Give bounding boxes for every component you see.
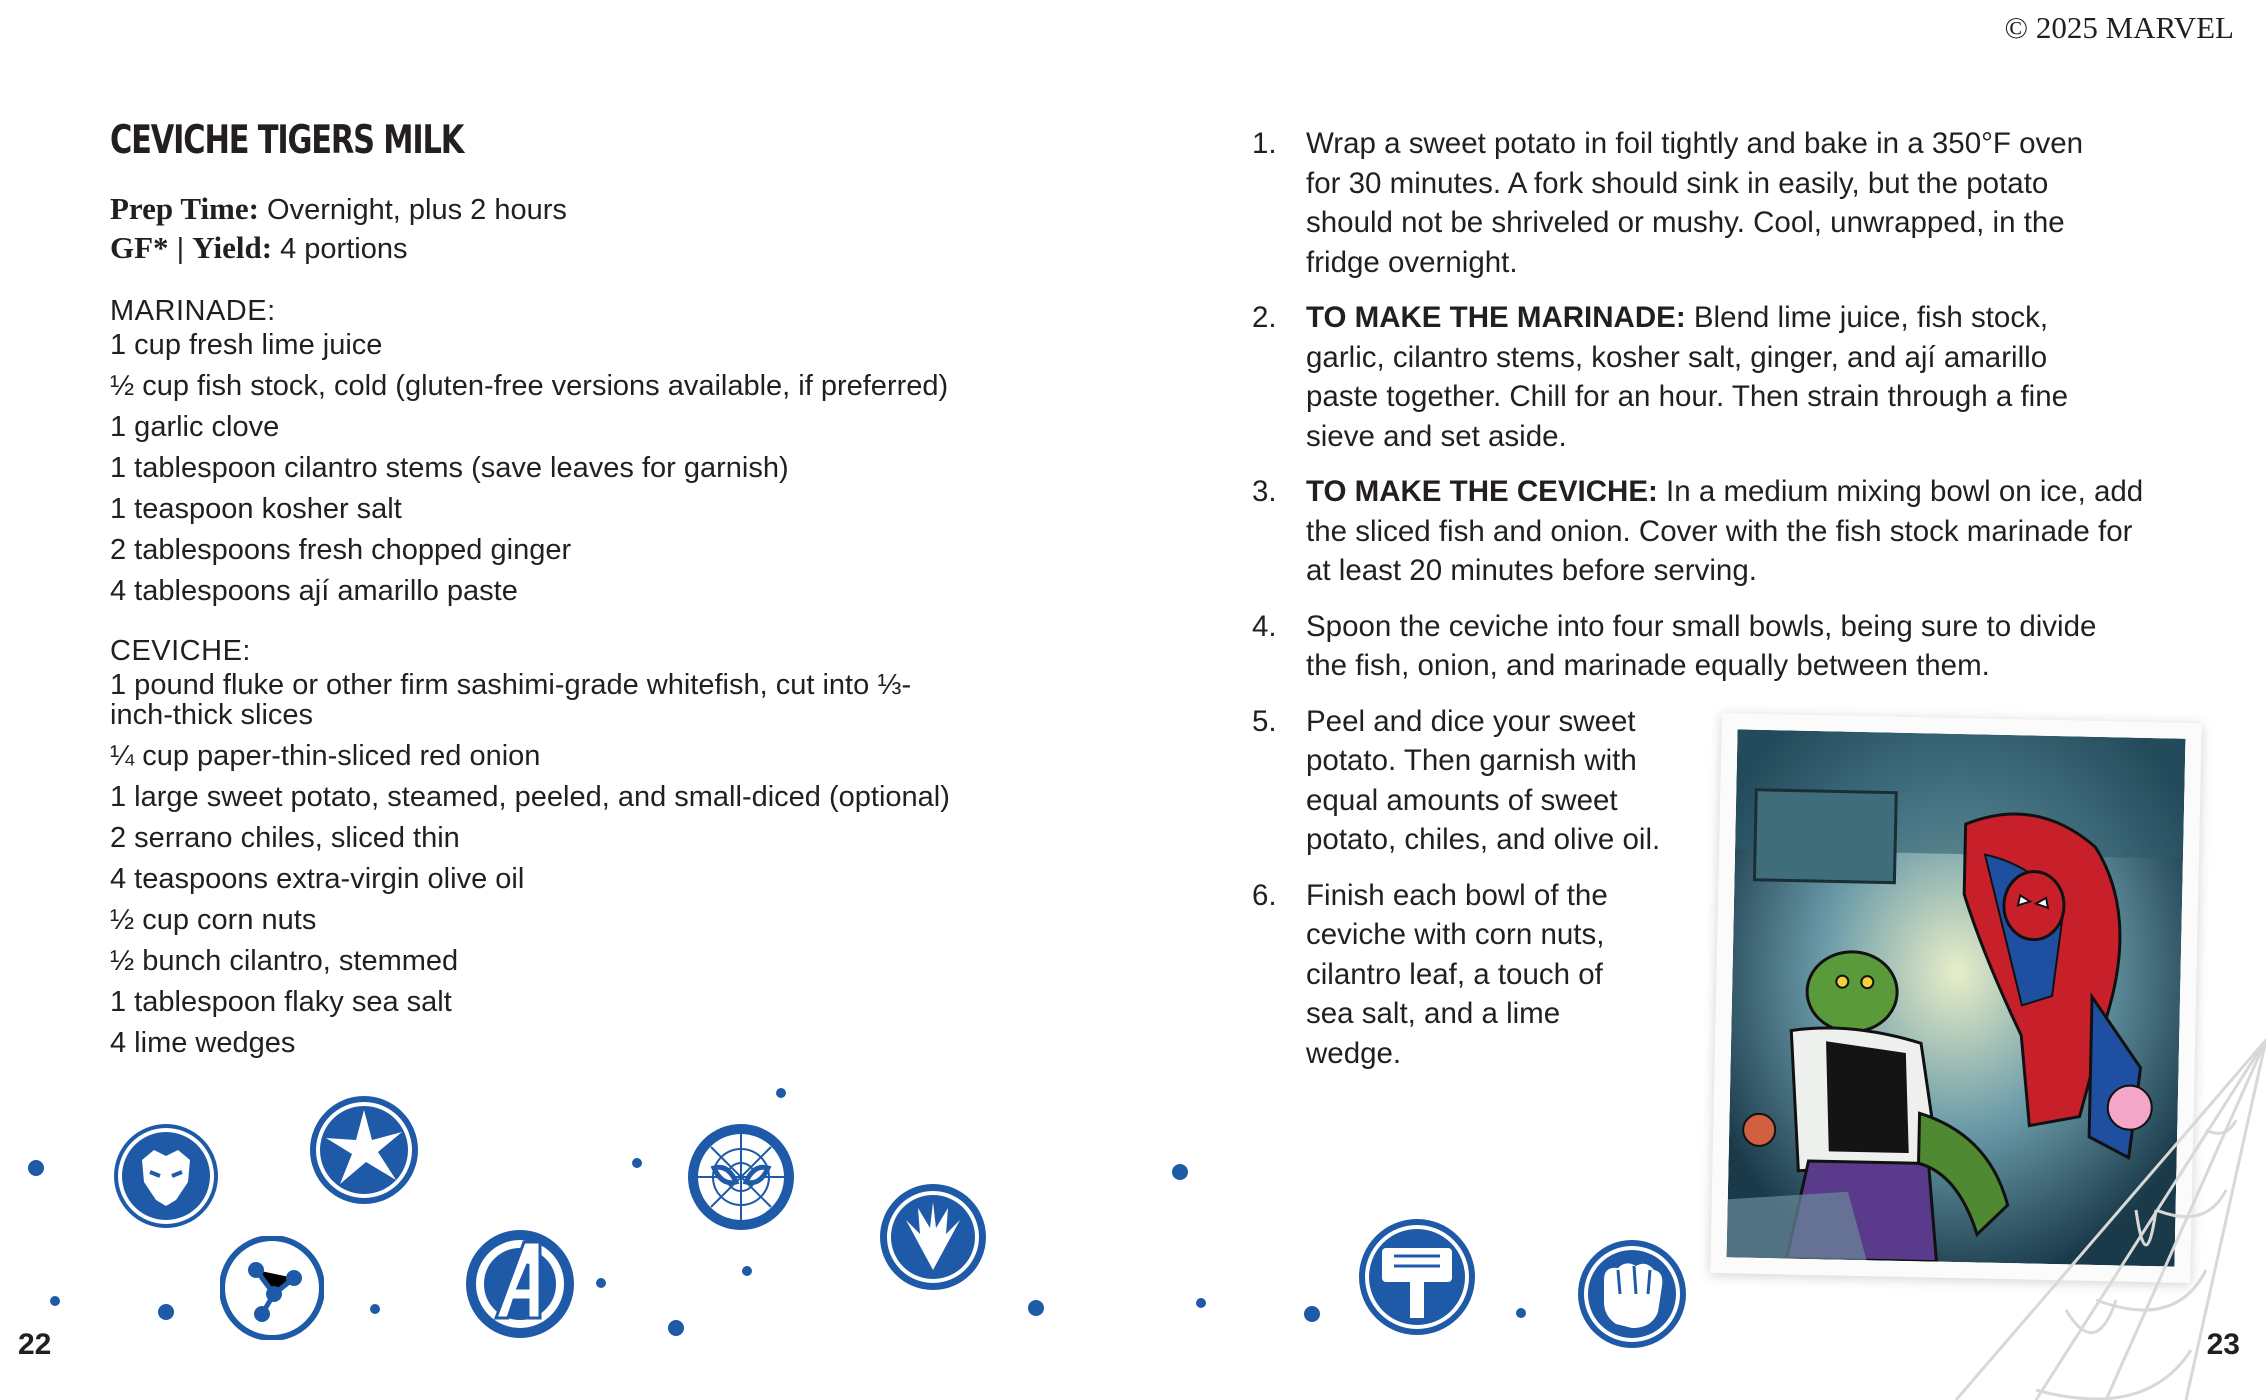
avengers-icon: [462, 1226, 578, 1342]
decorative-dot: [158, 1304, 174, 1320]
decorative-dot: [28, 1160, 44, 1176]
spider-man-icon: [684, 1120, 798, 1234]
ingredient-item: ½ bunch cilantro, stemmed: [110, 945, 459, 977]
yield-value: 4 portions: [280, 233, 408, 265]
step-item: [1252, 124, 2152, 282]
prep-time-value: Overnight, plus 2 hours: [267, 194, 567, 226]
step-text: Wrap a sweet potato in foil tightly and bake in a 350°F oven for 30 minutes. A fork should sink in easily, but the potato should not be shriveled or mushy. Cool, unwrapped, in the fridge overnight.: [1306, 127, 2084, 279]
molecule-icon: [220, 1236, 324, 1340]
recipe-meta: [110, 190, 1160, 268]
guardians-icon: [876, 1180, 990, 1294]
ingredient-item: 1 large sweet potato, steamed, peeled, and small-diced (optional): [110, 781, 950, 813]
decorative-dot: [1516, 1308, 1526, 1318]
step-text: Finish each bowl of the ceviche with corn nuts, cilantro leaf, a touch of sea salt, and a lime wedge.: [1306, 878, 1608, 1070]
step-lead: TO MAKE THE CEVICHE:: [1306, 475, 1658, 508]
black-panther-icon: [110, 1120, 222, 1232]
decorative-dot: [50, 1296, 60, 1306]
captain-marvel-icon: [306, 1092, 422, 1208]
decorative-dot: [776, 1088, 786, 1098]
copyright-notice: © 2025 MARVEL: [2004, 10, 2234, 45]
prep-time-line: [110, 190, 1160, 229]
decorative-dot: [370, 1304, 380, 1314]
decorative-dot: [668, 1320, 684, 1336]
yield-label: Yield:: [192, 230, 273, 265]
ceviche-heading: CEVICHE:: [110, 635, 251, 667]
step-lead: TO MAKE THE MARINADE:: [1306, 301, 1686, 334]
decorative-dot: [1304, 1306, 1320, 1322]
ingredient-item: 1 teaspoon kosher salt: [110, 493, 402, 525]
decorative-dot: [632, 1158, 642, 1168]
step-item: [1252, 607, 2152, 686]
thor-hammer-icon: [1354, 1214, 1480, 1340]
ingredient-item: ½ cup corn nuts: [110, 904, 317, 936]
separator: |: [176, 233, 185, 265]
page-number-left: 22: [18, 1328, 52, 1361]
step-item: [1252, 472, 2152, 591]
recipe-title: CEVICHE TIGERS MILK: [110, 118, 464, 163]
ingredient-item: ½ cup fish stock, cold (gluten-free versions available, if preferred): [110, 370, 949, 402]
decorative-dot: [596, 1278, 606, 1288]
gluten-free-label: GF*: [110, 230, 169, 265]
hulk-fist-icon: [1574, 1236, 1690, 1352]
left-page-content: [110, 118, 1160, 1069]
marinade-heading: MARINADE:: [110, 295, 276, 327]
decorative-dot: [1172, 1164, 1188, 1180]
ingredient-item: 2 serrano chiles, sliced thin: [110, 822, 460, 854]
ingredient-item: 2 tablespoons fresh chopped ginger: [110, 534, 572, 566]
step-number: 2.: [1252, 301, 1277, 334]
ingredient-item: 4 tablespoons ají amarillo paste: [110, 575, 518, 607]
ingredient-item: ¼ cup paper-thin-sliced red onion: [110, 740, 541, 772]
ceviche-list: [110, 670, 1160, 1058]
step-number: 3.: [1252, 475, 1277, 508]
ingredient-item: 1 tablespoon cilantro stems (save leaves for garnish): [110, 452, 789, 484]
step-number: 5.: [1252, 704, 1277, 738]
step-number: 6.: [1252, 878, 1277, 912]
step-text: Peel and dice your sweet potato. Then garnish with equal amounts of sweet potato, chiles, and olive oil.: [1306, 704, 1661, 856]
ingredient-item: 1 cup fresh lime juice: [110, 329, 383, 361]
step-number: 4.: [1252, 609, 1277, 643]
page-number-right: 23: [2206, 1328, 2240, 1361]
yield-line: [110, 229, 1160, 268]
marinade-list: [110, 330, 1160, 606]
step-text: Blend lime juice, fish stock, garlic, cilantro stems, kosher salt, ginger, and ají amarillo paste together. Chill for an hour. Then strain through a fine sieve and set aside.: [1306, 301, 2069, 453]
step-text: In a medium mixing bowl on ice, add the sliced fish and onion. Cover with the fish stock marinade for at least 20 minutes before serving.: [1306, 475, 2144, 587]
step-item: [1252, 298, 2152, 456]
step-number: 1.: [1252, 127, 1277, 160]
ingredient-item: 1 garlic clove: [110, 411, 280, 443]
ingredient-item: 4 lime wedges: [110, 1027, 296, 1059]
decorative-dot: [1196, 1298, 1206, 1308]
decorative-dot: [742, 1266, 752, 1276]
ingredient-item: 1 pound fluke or other firm sashimi-grade whitefish, cut into ⅓-inch-thick slices: [110, 669, 912, 731]
decorative-dot: [1028, 1300, 1044, 1316]
ingredient-item: 4 teaspoons extra-virgin olive oil: [110, 863, 525, 895]
step-text: Spoon the ceviche into four small bowls, being sure to divide the fish, onion, and marinade equally between them.: [1306, 609, 2097, 682]
ingredient-item: 1 tablespoon flaky sea salt: [110, 986, 452, 1018]
prep-time-label: Prep Time:: [110, 191, 259, 226]
